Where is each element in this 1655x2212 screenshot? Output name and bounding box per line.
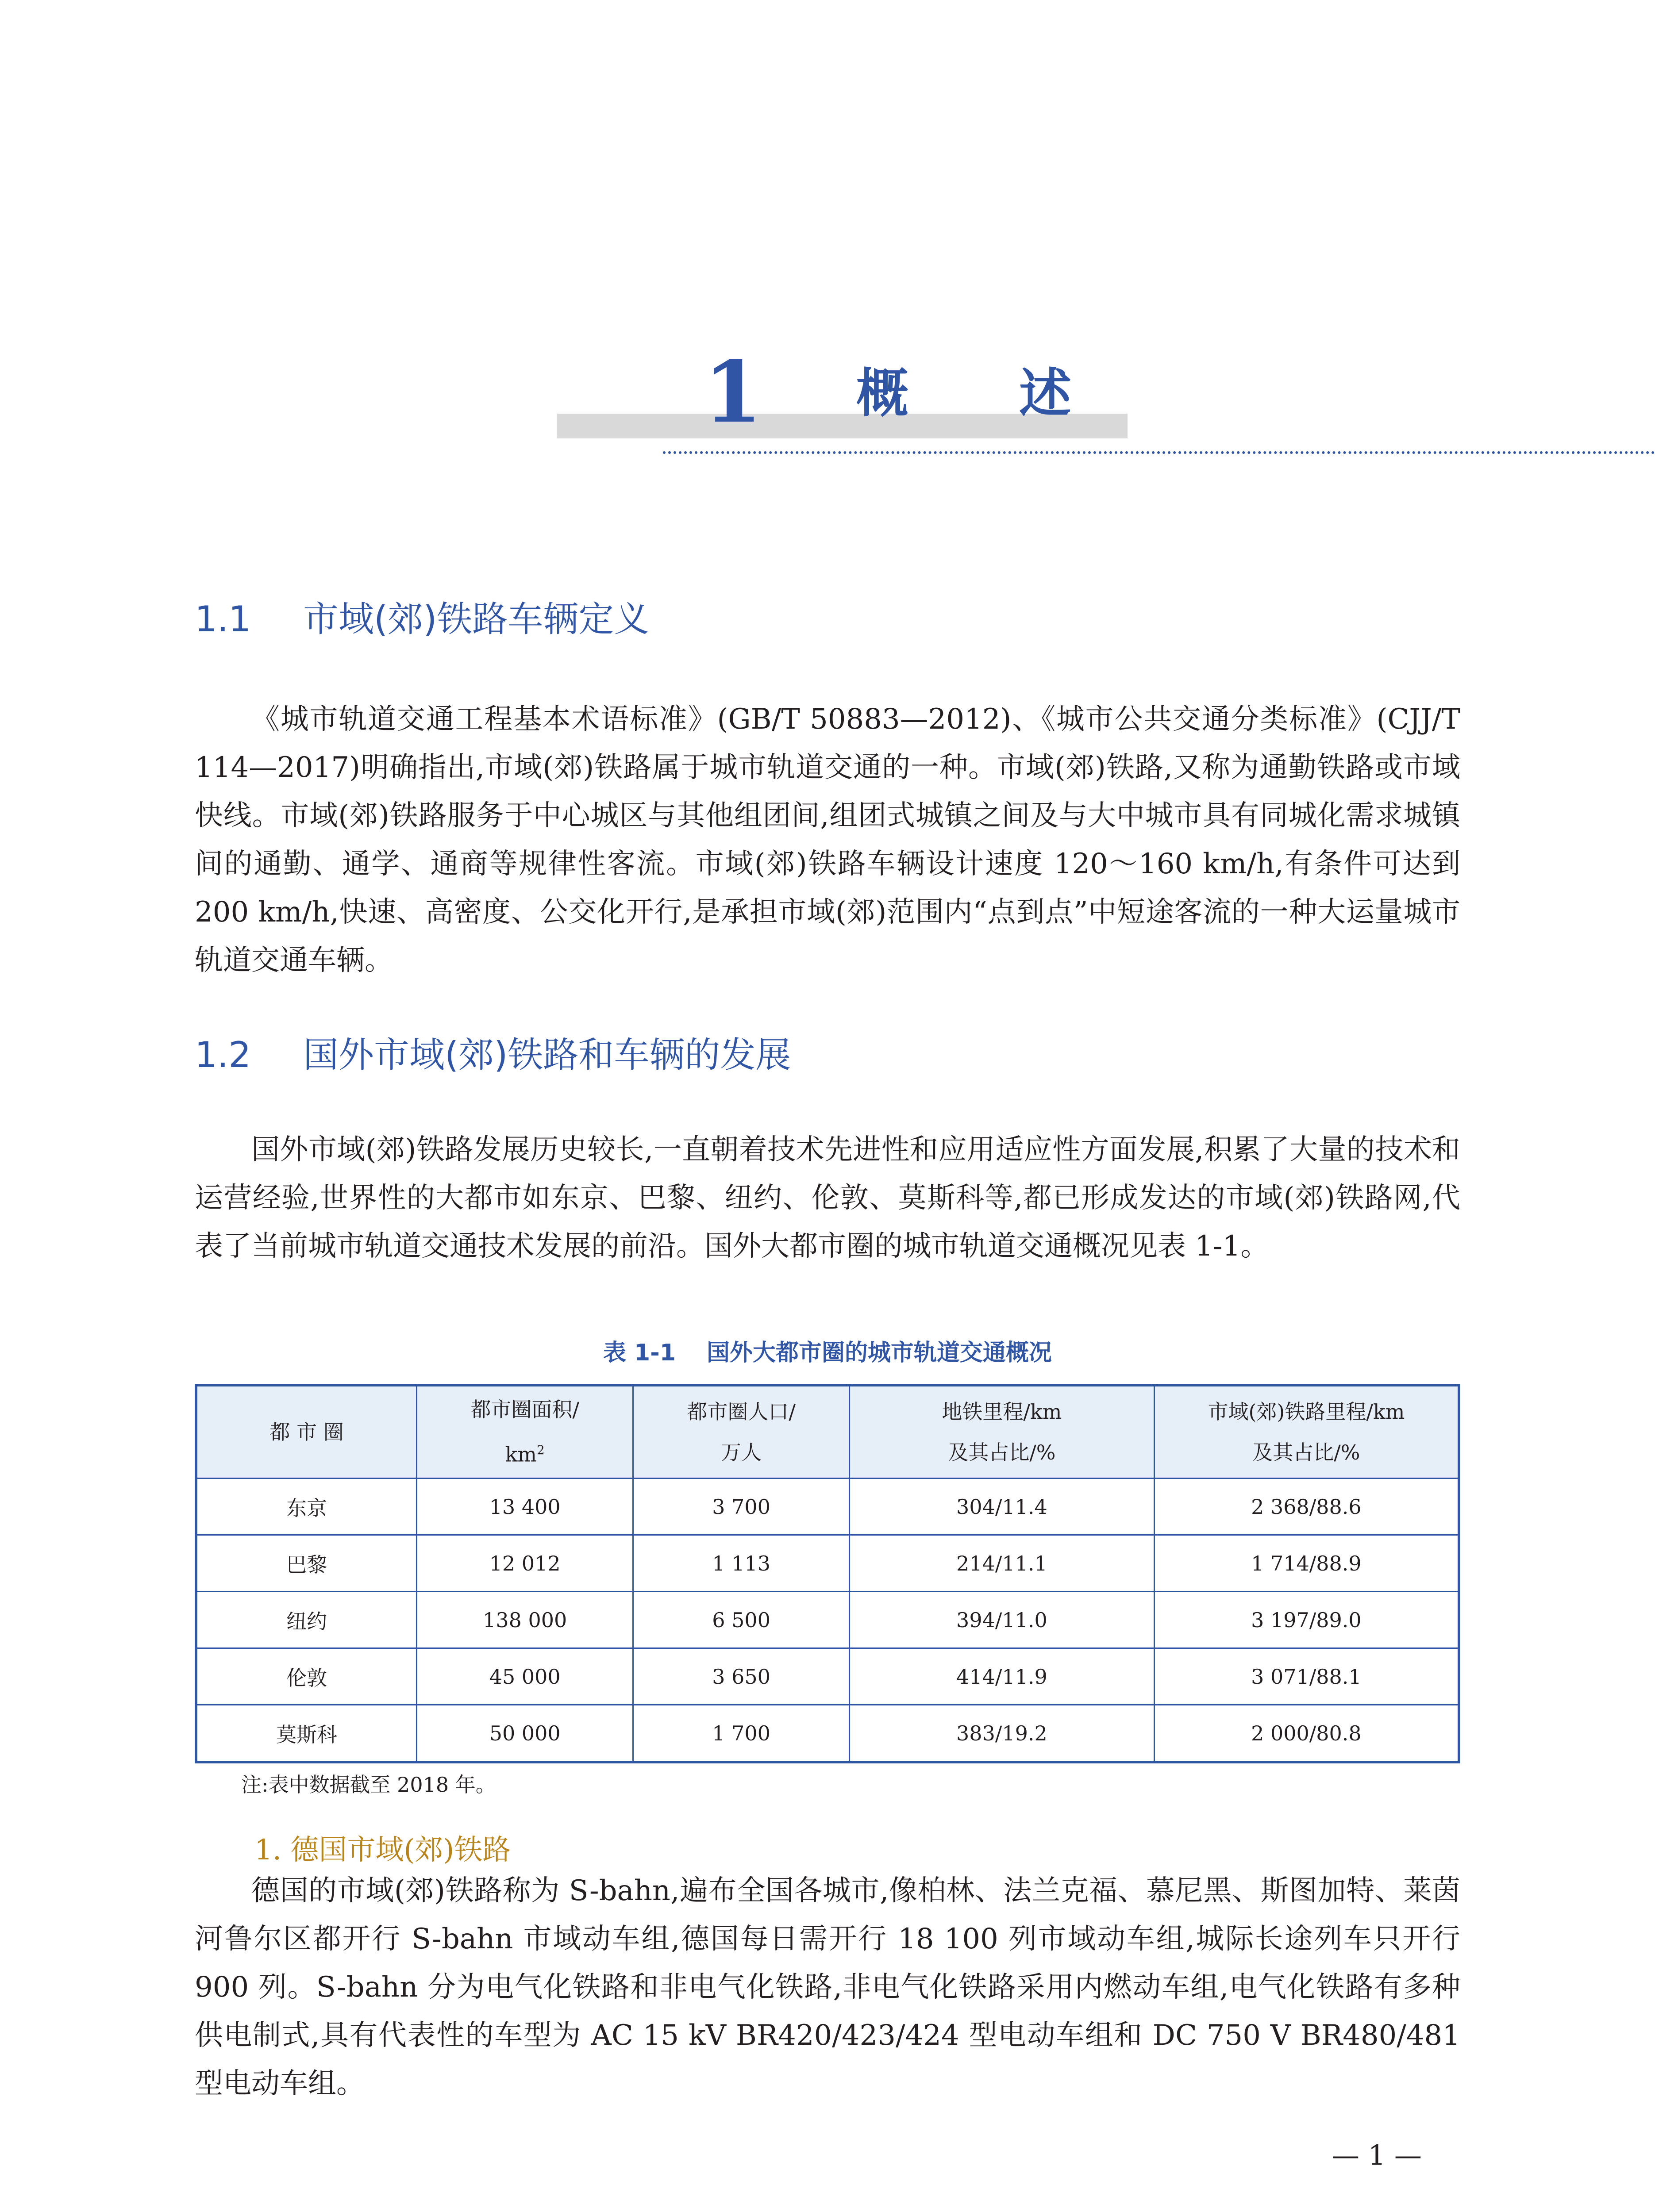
table-note: 注:表中数据截至 2018 年。	[241, 1773, 496, 1797]
cell-metro: 214/11.1	[850, 1535, 1155, 1592]
cell-suburban: 3 197/89.0	[1154, 1592, 1459, 1648]
cell-suburban: 2 000/80.8	[1154, 1705, 1459, 1763]
header-population: 都市圈人口/ 万人	[633, 1385, 850, 1479]
paragraph-definition: 《城市轨道交通工程基本术语标准》(GB/T 50883—2012)、《城市公共交通分类标准》(CJJ/T 114—2017)明确指出,市域(郊)铁路属于城市轨道交通的一种。市域(郊)铁路,又称为通勤铁路或市域快线。市域(郊)铁路服务于中心城区与其他组团间,组团式城镇之间及与大中城市具有同城化需求城镇间的通勤、通学、通商等规律性客流。市域(郊)铁路车辆设计速度 120～160 km/h,有条件可达到 200 km/h,快速、高密度、公交化开行,是承担市域(郊)范围内“点到点”中短途客流的一种大运量城市轨道交通车辆。	[195, 703, 1460, 977]
cell-suburban: 3 071/88.1	[1154, 1648, 1459, 1705]
header-suburban-rail-length: 市域(郊)铁路里程/km 及其占比/%	[1154, 1385, 1459, 1479]
cell-area: 45 000	[417, 1648, 633, 1705]
paragraph-germany-sbahn: 德国的市域(郊)铁路称为 S-bahn,遍布全国各城市,像柏林、法兰克福、慕尼黑、斯图加特、莱茵河鲁尔区都开行 S-bahn 市域动车组,德国每日需开行 18 100 列市域动车组,城际长途列车只开行 900 列。S-bahn 分为电气化铁路和非电气化铁路,非电气化铁路采用内燃动车组,电气化铁路有多种供电制式,具有代表性的车型为 AC 15 kV BR420/423/424 型电动车组和 DC 750 V BR480/481 型电动车组。	[195, 1874, 1460, 2100]
cell-area: 138 000	[417, 1592, 633, 1648]
cell-population: 1 700	[633, 1705, 850, 1763]
cell-metro: 394/11.0	[850, 1592, 1155, 1648]
cell-population: 3 650	[633, 1648, 850, 1705]
chapter-title: 概述	[856, 362, 1182, 424]
cell-area: 50 000	[417, 1705, 633, 1763]
section-heading-1-1	[195, 599, 650, 640]
subsection-heading: 1. 德国市域(郊)铁路	[254, 1834, 511, 1866]
table-row	[196, 1535, 1459, 1592]
cell-city: 纽约	[196, 1592, 417, 1648]
cell-population: 1 113	[633, 1535, 850, 1592]
cell-suburban: 1 714/88.9	[1154, 1535, 1459, 1592]
section-title: 市域(郊)铁路车辆定义	[303, 599, 650, 640]
table-row	[196, 1648, 1459, 1705]
table-caption-number: 表 1-1	[603, 1340, 676, 1366]
cell-metro: 414/11.9	[850, 1648, 1155, 1705]
table-row	[196, 1705, 1459, 1763]
table-header-row	[196, 1385, 1459, 1479]
cell-city: 莫斯科	[196, 1705, 417, 1763]
chapter-divider	[663, 451, 1655, 454]
table-row	[196, 1479, 1459, 1535]
table-caption	[195, 1334, 1460, 1367]
header-metro-length: 地铁里程/km 及其占比/%	[850, 1385, 1155, 1479]
cell-area: 13 400	[417, 1479, 633, 1535]
cell-area: 12 012	[417, 1535, 633, 1592]
section-number: 1.1	[195, 599, 251, 640]
chapter-number: 1	[704, 343, 762, 442]
section-heading-1-2	[195, 1034, 791, 1075]
cell-suburban: 2 368/88.6	[1154, 1479, 1459, 1535]
table-row	[196, 1592, 1459, 1648]
cell-city: 东京	[196, 1479, 417, 1535]
cell-population: 6 500	[633, 1592, 850, 1648]
page-number: — 1 —	[1332, 2139, 1422, 2171]
table-caption-title: 国外大都市圈的城市轨道交通概况	[707, 1340, 1052, 1366]
section-number: 1.2	[195, 1034, 251, 1075]
paragraph-foreign-development: 国外市域(郊)铁路发展历史较长,一直朝着技术先进性和应用适应性方面发展,积累了大量的技术和运营经验,世界性的大都市如东京、巴黎、纽约、伦敦、莫斯科等,都已形成发达的市域(郊)铁路网,代表了当前城市轨道交通技术发展的前沿。国外大都市圈的城市轨道交通概况见表 1-1。	[195, 1133, 1460, 1263]
cell-metro: 383/19.2	[850, 1705, 1155, 1763]
header-metro-area: 都 市 圈	[196, 1385, 417, 1479]
cell-metro: 304/11.4	[850, 1479, 1155, 1535]
metro-area-table	[195, 1384, 1460, 1763]
cell-city: 巴黎	[196, 1535, 417, 1592]
cell-city: 伦敦	[196, 1648, 417, 1705]
cell-population: 3 700	[633, 1479, 850, 1535]
section-title: 国外市域(郊)铁路和车辆的发展	[303, 1034, 791, 1075]
header-area: 都市圈面积/ $km^2$	[417, 1385, 633, 1479]
